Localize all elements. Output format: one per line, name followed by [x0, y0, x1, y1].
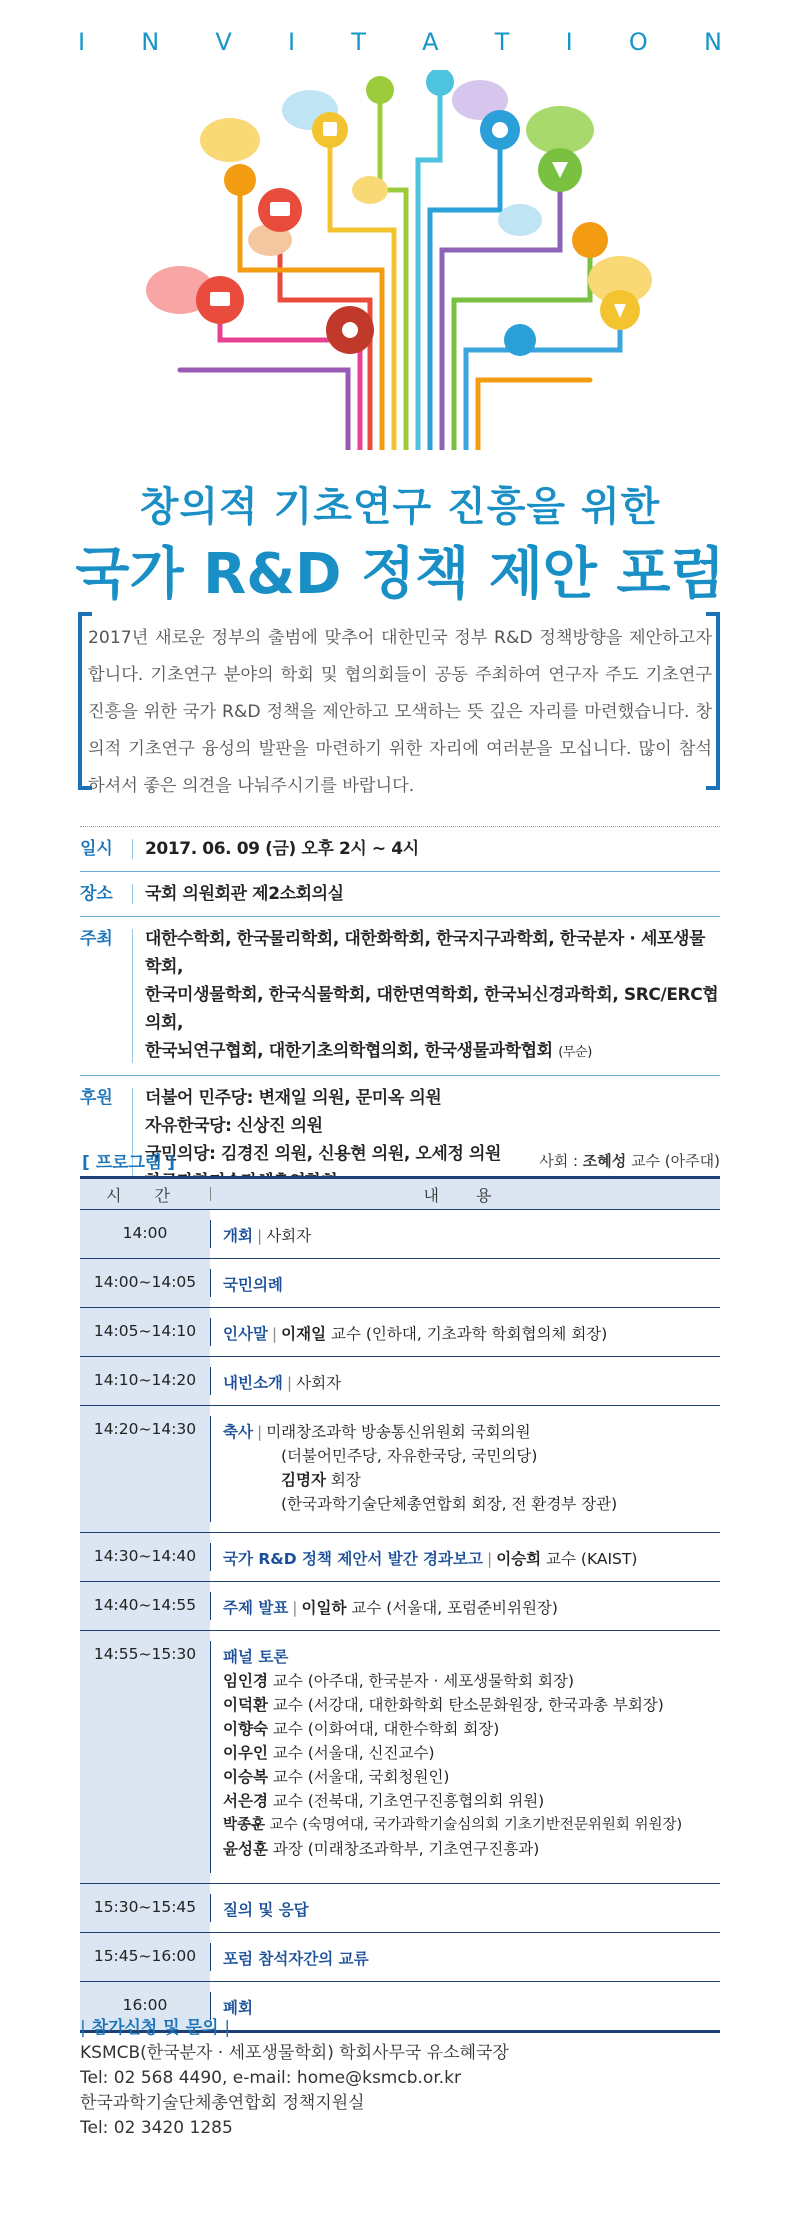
- program-row: [80, 1308, 720, 1357]
- info-row-place: [80, 871, 720, 916]
- program-table: [80, 1176, 720, 2033]
- moderator-name: 조혜성: [582, 1152, 627, 1170]
- panelist-name: 박종훈: [223, 1817, 266, 1833]
- row-time: 14:55~15:30: [80, 1631, 210, 1883]
- row-name-suffix: 회장: [330, 1471, 361, 1489]
- host-note: (무순): [558, 1045, 592, 1060]
- panelist-detail: 교수 (아주대, 한국분자 · 세포생물학회 회장): [272, 1672, 574, 1690]
- moderator-suffix: 교수 (아주대): [631, 1152, 720, 1170]
- panelist-name: 임인경: [223, 1672, 268, 1690]
- row-title: 폐회: [223, 1999, 253, 2017]
- moderator-prefix: 사회 :: [539, 1152, 579, 1170]
- row-time: 14:00: [80, 1210, 210, 1258]
- science-tree-illustration: [120, 70, 680, 450]
- panelist: [223, 1741, 720, 1765]
- row-time: 14:10~14:20: [80, 1357, 210, 1405]
- panelist-detail: 교수 (서울대, 국회청원인): [272, 1768, 450, 1786]
- info-row-date: [80, 826, 720, 871]
- host-label: 주최: [80, 929, 113, 949]
- header-content: 내 용: [423, 1185, 508, 1205]
- panelist-detail: 교수 (숙명여대, 국가과학기술심의회 기초기반전문위원회 위원장): [269, 1817, 683, 1833]
- panelist-name: 서은경: [223, 1792, 268, 1810]
- row-detail: 교수 (인하대, 기초과학 학회협의체 회장): [331, 1325, 608, 1343]
- intro-paragraph: 2017년 새로운 정부의 출범에 맞추어 대한민국 정부 R&D 정책방향을 제안하고자 합니다. 기초연구 분야의 학회 및 협의회들이 공동 주최하여 연구자 주도 기초연구 진흥을 위한 국가 R&D 정책을 제안하고 모색하는 뜻 깊은 자리를 마련했습니다. 창의적 기초연구 융성의 발판을 마련하기 위한 자리에 여러분을 모십니다. 많이 참석하셔서 좋은 의견을 나눠주시기를 바랍니다.: [88, 628, 712, 796]
- program-row: [80, 1259, 720, 1308]
- sponsor-line: 더불어 민주당: 변재일 의원, 문미옥 의원: [145, 1088, 442, 1108]
- row-time: 16:00: [80, 1982, 210, 2030]
- title-line2: 국가 R&D 정책 제안 포럼: [75, 542, 725, 607]
- divider: |: [292, 1599, 298, 1617]
- invitation-heading: [0, 28, 800, 56]
- invitation-letter: T: [494, 28, 510, 56]
- program-row: [80, 1582, 720, 1631]
- invitation-letter: I: [288, 28, 296, 56]
- program-row: [80, 1631, 720, 1884]
- row-title: 국가 R&D 정책 제안서 발간 경과보고: [223, 1550, 483, 1568]
- row-content: [211, 1308, 720, 1356]
- row-detail: 사회자: [266, 1227, 312, 1245]
- panelist-name: 이우인: [223, 1744, 268, 1762]
- panelist-detail: 교수 (서강대, 대한화학회 탄소문화원장, 한국과총 부회장): [272, 1696, 664, 1714]
- row-detail: 미래창조과학 방송통신위원회 국회의원: [266, 1423, 531, 1441]
- row-content: [211, 1210, 720, 1258]
- event-info: [80, 826, 720, 1205]
- divider: |: [271, 1325, 278, 1343]
- divider: |: [256, 1227, 263, 1245]
- sponsor-label: 후원: [80, 1088, 113, 1108]
- place-label: 장소: [80, 884, 113, 904]
- contact-line: Tel: 02 3420 1285: [80, 2118, 233, 2138]
- panelist-name: 이향숙: [223, 1720, 268, 1738]
- header-time: 시 간: [106, 1185, 184, 1205]
- divider: |: [256, 1423, 263, 1441]
- divider: |: [286, 1374, 293, 1392]
- date-value: 2017. 06. 09 (금) 오후 2시 ~ 4시: [145, 839, 419, 859]
- program-table-header: [80, 1176, 720, 1210]
- row-time: 14:40~14:55: [80, 1582, 210, 1630]
- host-line: 한국미생물학회, 한국식물학회, 대한면역학회, 한국뇌신경과학회, SRC/ERC협의회,: [145, 985, 719, 1033]
- moderator: [539, 1150, 720, 1171]
- host-line: 대한수학회, 한국물리학회, 대한화학회, 한국지구과학회, 한국분자 · 세포생물학회,: [145, 929, 706, 977]
- program-label: [ 프로그램 ]: [82, 1153, 176, 1173]
- row-title: 포럼 참석자간의 교류: [223, 1950, 369, 1968]
- row-line: [223, 1420, 720, 1444]
- row-time: 14:20~14:30: [80, 1406, 210, 1532]
- row-name: 이일하: [301, 1599, 347, 1617]
- panelist: [223, 1717, 720, 1741]
- invitation-letter: N: [141, 28, 160, 56]
- invitation-letter: T: [351, 28, 366, 56]
- row-title: 축사: [223, 1423, 253, 1441]
- row-name: 이재일: [281, 1325, 327, 1343]
- panelist-detail: 교수 (이화여대, 대한수학회 회장): [272, 1720, 500, 1738]
- panelist: [223, 1669, 720, 1693]
- panelist-detail: 교수 (전북대, 기초연구진흥협의회 위원): [272, 1792, 545, 1810]
- divider: [132, 884, 133, 904]
- host-line: [145, 1037, 720, 1067]
- contact-section: [80, 2016, 720, 2141]
- row-title: 내빈소개: [223, 1374, 283, 1392]
- program-row: [80, 1357, 720, 1406]
- host-line-text: 한국뇌연구협회, 대한기초의학협의회, 한국생물과학협회: [145, 1041, 553, 1061]
- row-content: [211, 1357, 720, 1405]
- panelist: [223, 1813, 720, 1837]
- program-row: [80, 1533, 720, 1582]
- invitation-letter: N: [703, 28, 722, 56]
- divider: [132, 839, 133, 859]
- row-title: 주제 발표: [223, 1599, 289, 1617]
- row-name: 김명자: [281, 1471, 326, 1489]
- invitation-letter: V: [215, 28, 232, 56]
- host-value: [145, 925, 720, 1067]
- place-value: 국회 의원회관 제2소회의실: [145, 884, 344, 904]
- row-content: [211, 1259, 720, 1307]
- program-row: [80, 1933, 720, 1982]
- contact-heading: | 참가신청 및 문의 |: [80, 2018, 231, 2038]
- panelist-name: 이덕환: [223, 1696, 268, 1714]
- contact-heading-text: 참가신청 및 문의: [91, 2018, 219, 2038]
- contact-line: KSMCB(한국분자 · 세포생물학회) 학회사무국 유소혜국장: [80, 2043, 509, 2063]
- row-detail: 교수 (KAIST): [546, 1550, 638, 1568]
- panelist: [223, 1837, 720, 1861]
- row-time: 14:05~14:10: [80, 1308, 210, 1356]
- row-time: 14:30~14:40: [80, 1533, 210, 1581]
- row-content: [211, 1533, 720, 1581]
- row-time: 15:30~15:45: [80, 1884, 210, 1932]
- sponsor-line: 국민의당: 김경진 의원, 신용현 의원, 오세정 의원: [145, 1144, 502, 1164]
- row-content: [211, 1582, 720, 1630]
- invitation-letter: A: [422, 28, 439, 56]
- program-row: [80, 1210, 720, 1259]
- panelist: [223, 1789, 720, 1813]
- panelist: [223, 1693, 720, 1717]
- row-content: [211, 1631, 720, 1883]
- row-detail: 사회자: [296, 1374, 342, 1392]
- panelist-name: 윤성훈: [223, 1840, 268, 1858]
- divider: |: [486, 1550, 493, 1568]
- row-detail: 교수 (서울대, 포럼준비위원장): [351, 1599, 558, 1617]
- row-title: 인사말: [223, 1325, 268, 1343]
- contact-line: 한국과학기술단체총연합회 정책지원실: [80, 2093, 365, 2113]
- row-content: [211, 1933, 720, 1981]
- row-detail-3: (한국과학기술단체총연합회 회장, 전 환경부 장관): [281, 1495, 618, 1513]
- panelist-detail: 과장 (미래창조과학부, 기초연구진흥과): [272, 1840, 540, 1858]
- row-name: 이승희: [496, 1550, 542, 1568]
- sponsor-line: 자유한국당: 신상진 의원: [145, 1116, 323, 1136]
- row-time: 15:45~16:00: [80, 1933, 210, 1981]
- contact-line: Tel: 02 568 4490, e-mail: home@ksmcb.or.kr: [80, 2068, 461, 2088]
- invitation-letter: I: [565, 28, 573, 56]
- row-title: 국민의례: [223, 1276, 283, 1294]
- title-line1: 창의적 기초연구 진흥을 위한: [139, 484, 661, 530]
- divider: [132, 929, 133, 1063]
- info-row-host: [80, 916, 720, 1075]
- panelist-name: 이승복: [223, 1768, 268, 1786]
- invitation-letter: O: [628, 28, 648, 56]
- date-label: 일시: [80, 839, 113, 859]
- row-title: 질의 및 응답: [223, 1901, 309, 1919]
- row-content: [211, 1884, 720, 1932]
- row-title: 개회: [223, 1227, 253, 1245]
- row-title: 패널 토론: [223, 1648, 289, 1666]
- program-row: [80, 1406, 720, 1533]
- invitation-letter: I: [78, 28, 86, 56]
- row-time: 14:00~14:05: [80, 1259, 210, 1307]
- row-detail-2: (더불어민주당, 자유한국당, 국민의당): [281, 1447, 538, 1465]
- panelist: [223, 1765, 720, 1789]
- program-row: [80, 1884, 720, 1933]
- row-content: [211, 1406, 720, 1532]
- row-line: [223, 1468, 720, 1492]
- panelist-detail: 교수 (서울대, 신진교수): [272, 1744, 435, 1762]
